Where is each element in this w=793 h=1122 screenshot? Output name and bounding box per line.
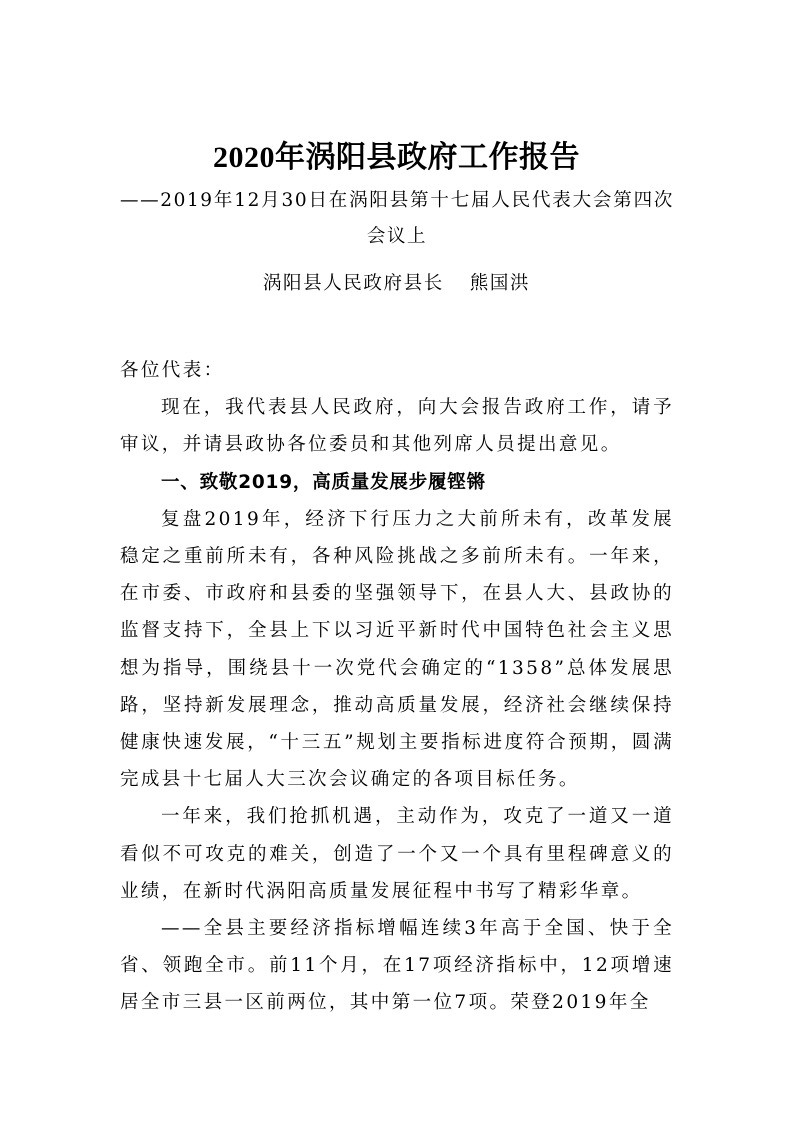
paragraph: 一年来，我们抢抓机遇，主动作为，攻克了一道又一道看似不可攻克的难关，创造了一个又一个具有里程碑意义的业绩，在新时代涡阳高质量发展征程中书写了精彩华章。 <box>120 806 674 902</box>
document-title: 2020年涡阳县政府工作报告 <box>213 141 580 174</box>
document-subtitle: ——2019年12月30日在涡阳县第十七届人民代表大会第四次会议上 <box>120 190 674 247</box>
section-heading: 一、致敬2019，高质量发展步履铿锵 <box>161 471 486 493</box>
author-position: 涡阳县人民政府县长 <box>262 273 444 294</box>
paragraph: 复盘2019年，经济下行压力之大前所未有，改革发展稳定之重前所未有，各种风险挑战之多前所未有。一年来，在市委、市政府和县委的坚强领导下，在县人大、县政协的监督支持下，全县上下以习近平新时代中国特色社会主义思想为指导，围绕县十一次党代会确定的“1358”总体发展思路，坚持新发展理念，推动高质量发展，经济社会继续保持健康快速发展，“十三五”规划主要指标进度符合预期，圆满完成县十七届人大三次会议确定的各项目标任务。 <box>120 508 674 791</box>
salutation: 各位代表： <box>120 360 225 381</box>
document-author <box>0 266 793 302</box>
document-body <box>120 352 674 1022</box>
paragraph: ——全县主要经济指标增幅连续3年高于全国、快于全省、领跑全市。前11个月，在17项经济指标中，12项增速居全市三县一区前两位，其中第一位7项。荣登2019年全 <box>120 918 674 1014</box>
paragraph-intro: 现在，我代表县人民政府，向大会报告政府工作，请予审议，并请县政协各位委员和其他列席人员提出意见。 <box>120 397 674 456</box>
author-name: 熊国洪 <box>469 273 531 294</box>
